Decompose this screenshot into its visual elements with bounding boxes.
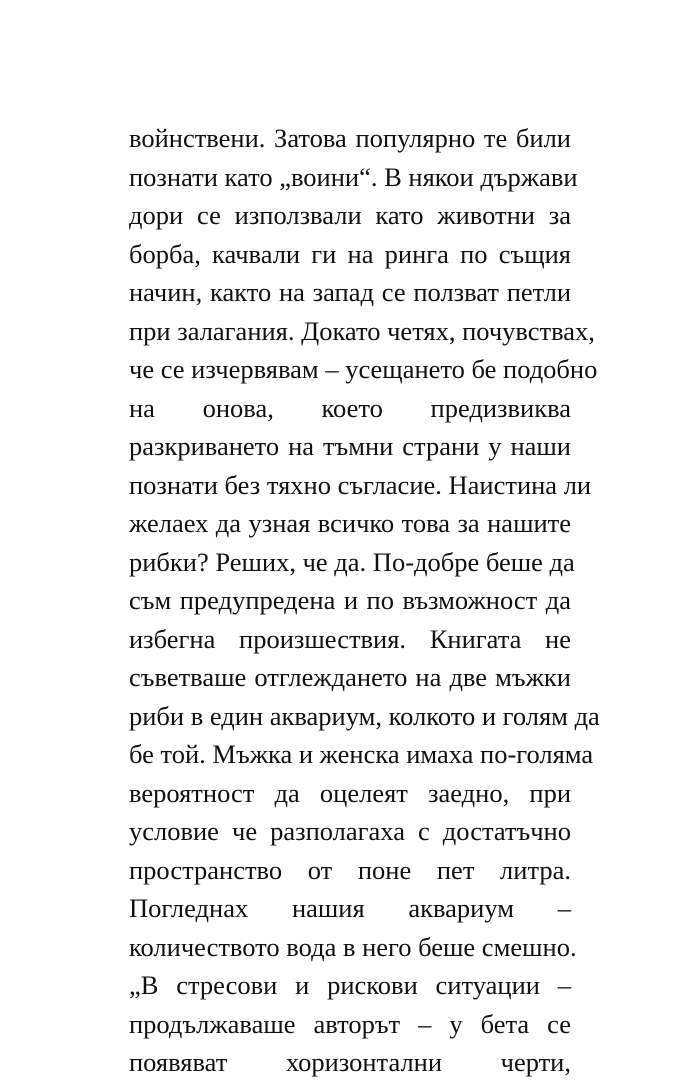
text-line-16: риби в един аквариум, колкото и голям да: [129, 700, 600, 731]
text-line-4: борба, качвали ги на ринга по същия: [129, 238, 571, 269]
text-line-22: количеството вода в него беше смешно.: [129, 931, 577, 962]
text-line-9: разкриването на тъмни страни у наши: [129, 431, 571, 461]
text-line-25: появяват хоризонтални черти,: [129, 1047, 571, 1077]
text-line-1: войнствени. Затова популярно те били: [129, 123, 571, 153]
text-line-20: пространство от поне пет литра.: [129, 854, 571, 885]
text-line-23: „В стресови и рискови ситуации –: [129, 970, 571, 1000]
text-line-13: съм предупредена и по възможност да: [129, 585, 571, 615]
text-line-10: познати без тяхно съгласие. Наистина ли: [129, 469, 592, 500]
body-text: [129, 119, 600, 1082]
text-line-11: желаех да узная всичко това за нашите: [129, 508, 571, 538]
text-line-15: съветваше отглеждането на две мъжки: [129, 662, 571, 692]
text-line-12: рибки? Реших, че да. По-добре беше да: [129, 546, 575, 577]
text-line-21: Погледнах нашия аквариум –: [129, 893, 571, 923]
text-line-8: на онова, което предизвиква: [129, 392, 571, 423]
text-line-18: вероятност да оцелеят заедно, при: [129, 777, 571, 808]
text-line-24: продължаваше авторът – у бета се: [129, 1008, 571, 1039]
text-line-5: начин, както на запад се ползват петли: [129, 277, 571, 307]
text-line-6: при залагания. Докато четях, почувствах,: [129, 315, 595, 346]
text-line-17: бе той. Мъжка и женска имаха по-голяма: [129, 739, 594, 769]
text-line-14: избегна произшествия. Книгата не: [129, 623, 571, 654]
text-line-19: условие че разполагаха с достатъчно: [129, 816, 571, 846]
text-line-3: дори се използвали като животни за: [129, 200, 571, 230]
text-line-2: познати като „воини“. В някои държави: [129, 161, 578, 192]
text-line-7: че се изчервявам – усещането бе подобно: [129, 354, 598, 384]
